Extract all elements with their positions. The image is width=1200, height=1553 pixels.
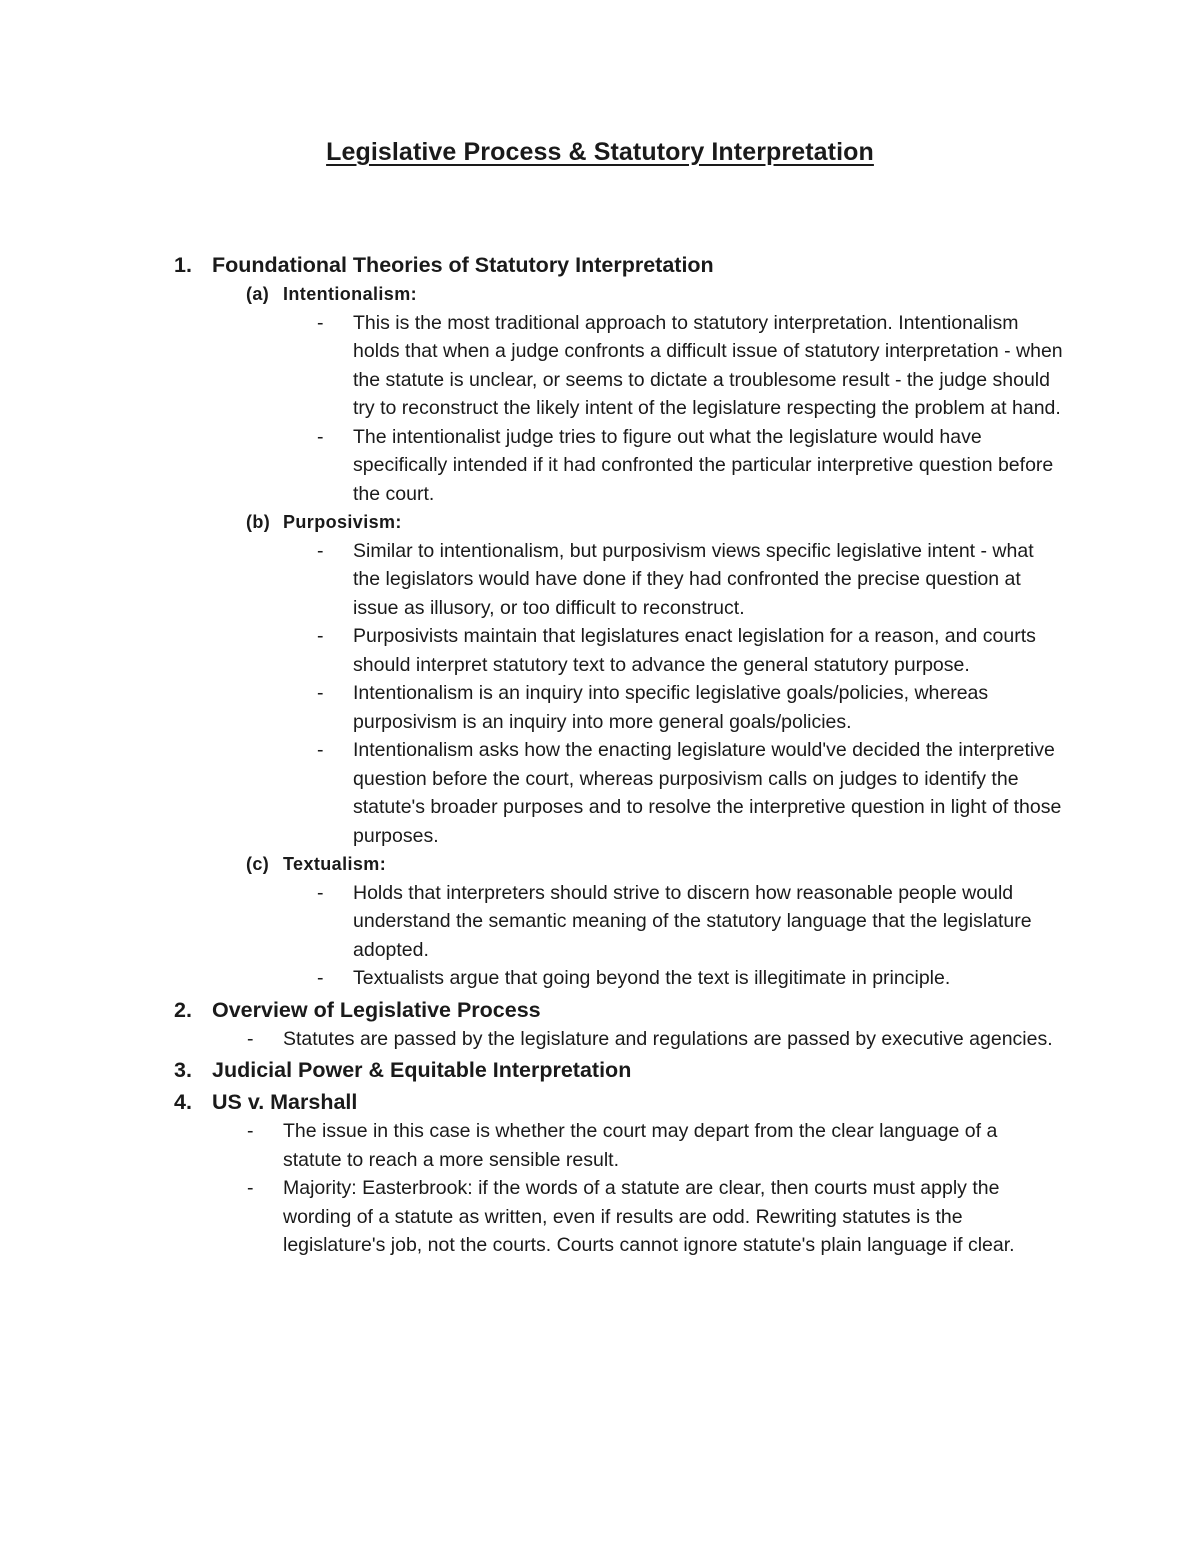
section-title: Foundational Theories of Statutory Interpretation (212, 253, 714, 277)
subsection-label: (b) (246, 512, 271, 532)
bullet-item (317, 679, 1063, 736)
bullet-marker: - (317, 881, 324, 904)
bullet-marker: - (317, 739, 324, 761)
bullet-marker: - (317, 539, 324, 562)
subsection-title: Textualism: (283, 854, 387, 874)
bullet-text: Holds that interpreters should strive to discern how reasonable people would understand the semantic meaning of the statutory language that the legislature adopted. (353, 881, 1032, 961)
subsection-heading (246, 280, 1200, 309)
subsection-heading (246, 850, 1200, 879)
bullet-text: Majority: Easterbrook: if the words of a statute are clear, then courts must apply the wording of a statute as written, even if results are odd. Rewriting statutes is the legislature's job, not the courts. Courts cannot ignore statute's plain language if clear. (283, 1177, 1015, 1256)
subsection-label: (c) (246, 854, 270, 874)
bullet-text: Similar to intentionalism, but purposivism views specific legislative intent - what the legislators would have done if they had confronted the precise question at issue as illusory, or too difficult to reconstruct. (353, 539, 1034, 619)
bullet-marker: - (317, 967, 324, 989)
section-heading (174, 1088, 1200, 1117)
subsection-title: Purposivism: (283, 512, 402, 532)
bullet-item (247, 1117, 1058, 1174)
bullet-text: Purposivists maintain that legislatures enact legislation for a reason, and courts should interpret statutory text to advance the general statutory purpose. (353, 625, 1036, 676)
section-title: Overview of Legislative Process (212, 997, 541, 1022)
bullet-text: This is the most traditional approach to statutory interpretation. Intentionalism holds that when a judge confronts a difficult issue of statutory interpretation - when the statute is unclear, or seems to dictate a troublesome result - the judge should try to reconstruct the likely intent of the legislature respecting the problem at hand. (353, 311, 1063, 419)
bullet-item (247, 1174, 1058, 1260)
bullet-text: The intentionalist judge tries to figure out what the legislature would have specifically intended if it had confronted the particular interpretive question before the court. (353, 425, 1054, 505)
bullet-text: Intentionalism is an inquiry into specific legislative goals/policies, whereas purposivism is an inquiry into more general goals/policies. (353, 682, 989, 733)
bullet-marker: - (247, 1120, 254, 1142)
bullet-item (317, 964, 1063, 993)
bullet-marker: - (247, 1027, 254, 1050)
bullet-item (317, 622, 1063, 679)
section-title: US v. Marshall (212, 1090, 358, 1114)
section-heading (174, 251, 1200, 280)
section-heading (174, 1056, 1200, 1085)
document-body (0, 251, 1200, 1260)
bullet-item (317, 736, 1063, 850)
section-number: 2. (174, 997, 192, 1022)
section-number: 3. (174, 1058, 192, 1082)
bullet-marker: - (247, 1177, 254, 1199)
section-heading (174, 996, 1200, 1025)
document-title: Legislative Process & Statutory Interpretation (326, 138, 874, 166)
bullet-marker: - (317, 425, 324, 448)
bullet-text: The issue in this case is whether the court may depart from the clear language of a statute to reach a more sensible result. (283, 1120, 998, 1171)
bullet-item (317, 537, 1063, 623)
section-number: 4. (174, 1090, 192, 1114)
bullet-text: Statutes are passed by the legislature and regulations are passed by executive agencies. (283, 1027, 1053, 1050)
subsection-label: (a) (246, 284, 270, 304)
section-number: 1. (174, 253, 192, 277)
bullet-text: Intentionalism asks how the enacting legislature would've decided the interpretive question before the court, whereas purposivism calls on judges to identify the statute's broader purposes and to resolve the interpretive question in light of those purposes. (353, 739, 1062, 847)
bullet-text: Textualists argue that going beyond the text is illegitimate in principle. (353, 967, 951, 989)
bullet-marker: - (317, 682, 324, 704)
bullet-item (317, 423, 1063, 509)
bullet-item (317, 879, 1063, 965)
section-title: Judicial Power & Equitable Interpretation (212, 1058, 632, 1082)
bullet-marker: - (317, 311, 324, 334)
bullet-item (247, 1025, 1058, 1054)
bullet-item (317, 309, 1063, 423)
subsection-title: Intentionalism: (283, 284, 418, 304)
bullet-marker: - (317, 625, 324, 647)
subsection-heading (246, 508, 1200, 537)
